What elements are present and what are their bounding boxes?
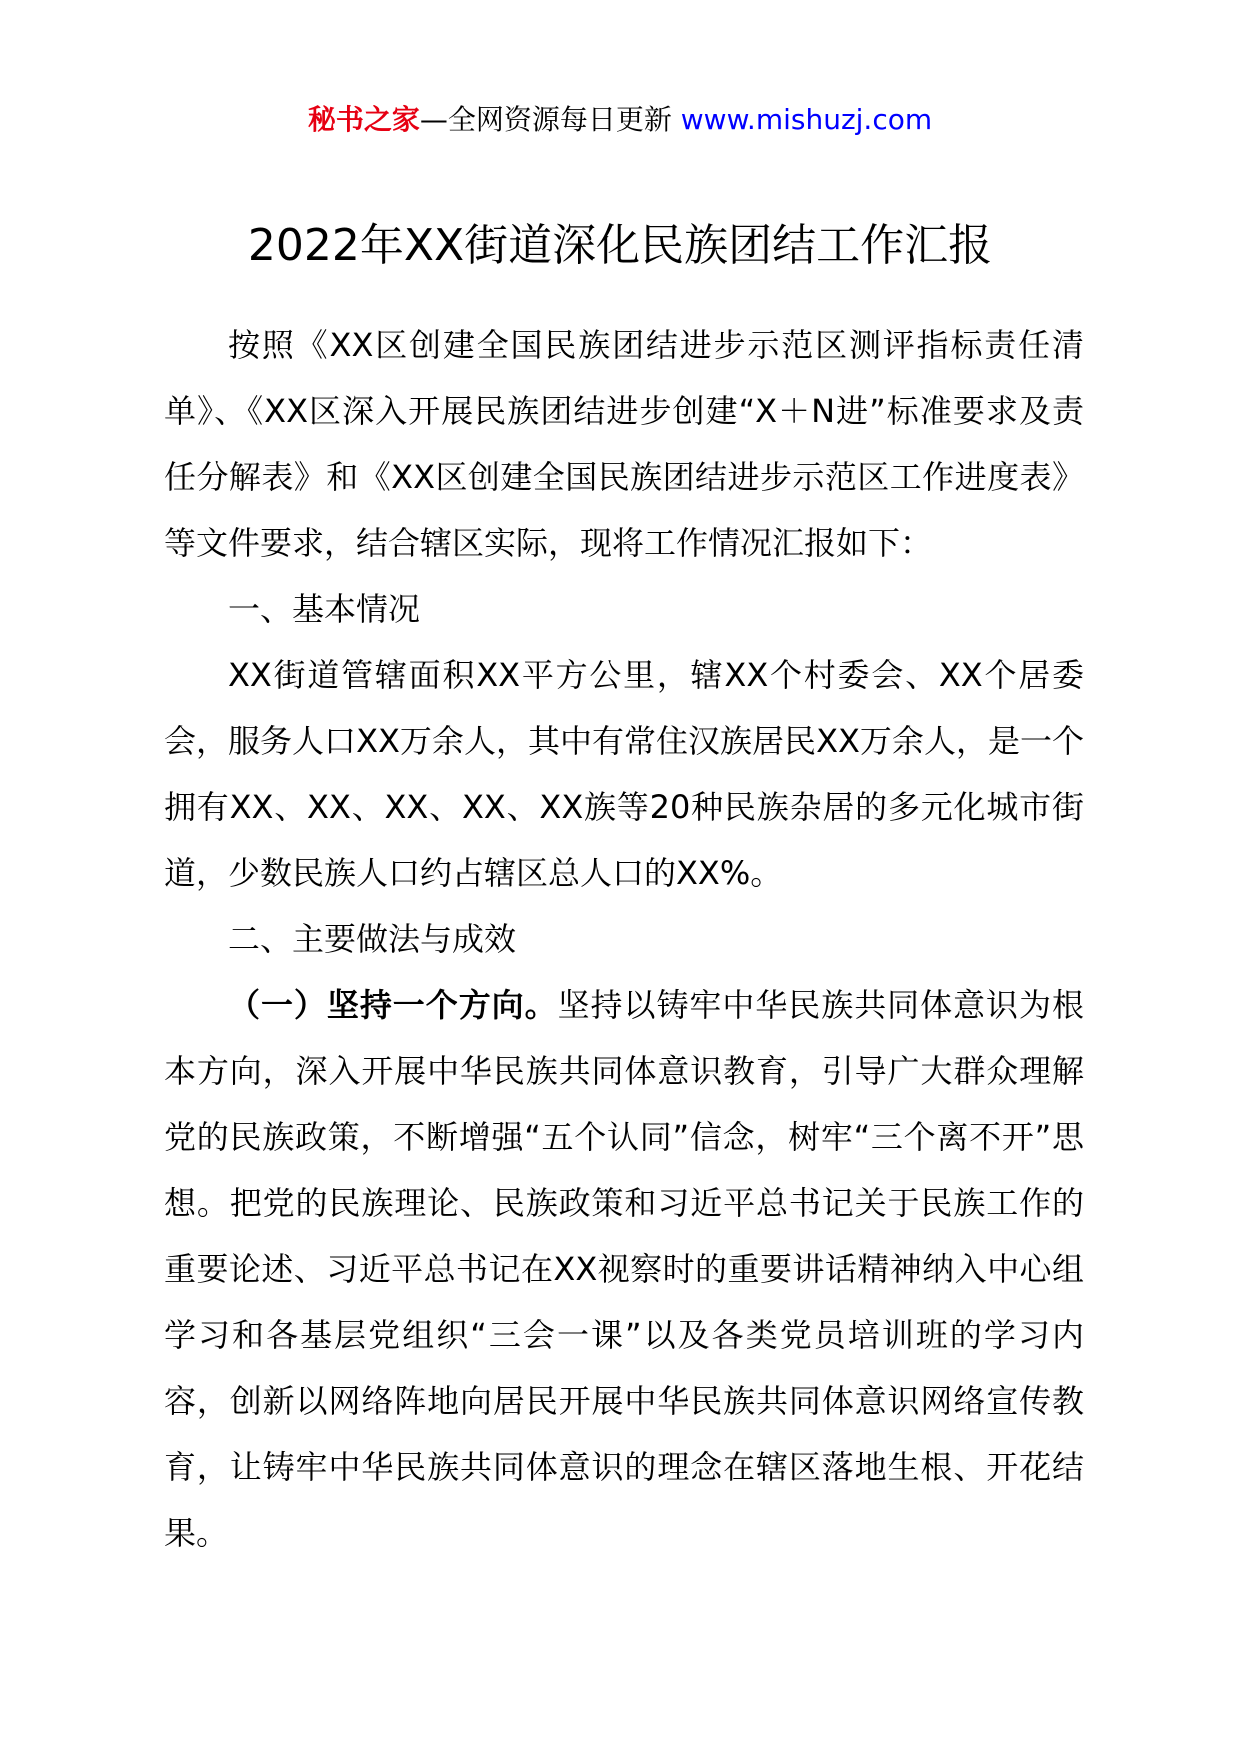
subsection-1-lead: （一）坚持一个方向。	[228, 986, 558, 1024]
brand-name: 秘书之家	[307, 103, 420, 136]
site-header	[0, 100, 1240, 140]
header-url[interactable]: www.mishuzj.com	[680, 103, 933, 136]
section-1-paragraph: XX街道管辖面积XX平方公里，辖XX个村委会、XX个居委会，服务人口XX万余人，其中有常住汉族居民XX万余人，是一个拥有XX、XX、XX、XX、XX族等20种民族杂居的多元化城市街道，少数民族人口约占辖区总人口的XX%。	[164, 656, 1084, 892]
intro-paragraph: 按照《XX区创建全国民族团结进步示范区测评指标责任清单》、《XX区深入开展民族团结进步创建“X＋N进”标准要求及责任分解表》和《XX区创建全国民族团结进步示范区工作进度表》等文件要求，结合辖区实际，现将工作情况汇报如下：	[164, 326, 1084, 562]
header-tagline: —全网资源每日更新	[419, 103, 681, 136]
subsection-1-body: 坚持以铸牢中华民族共同体意识为根本方向，深入开展中华民族共同体意识教育，引导广大群众理解党的民族政策，不断增强“五个认同”信念，树牢“三个离不开”思想。把党的民族理论、民族政策和习近平总书记关于民族工作的重要论述、习近平总书记在XX视察时的重要讲话精神纳入中心组学习和各基层党组织“三会一课”以及各类党员培训班的学习内容，创新以网络阵地向居民开展中华民族共同体意识网络宣传教育，让铸牢中华民族共同体意识的理念在辖区落地生根、开花结果。	[164, 986, 1084, 1552]
subsection-1-paragraph	[164, 972, 1084, 1566]
section-1-heading: 一、基本情况	[228, 590, 421, 628]
section-2-heading: 二、主要做法与成效	[228, 920, 517, 958]
document-title: 2022年XX街道深化民族团结工作汇报	[247, 220, 993, 271]
document-body	[164, 312, 1084, 1566]
